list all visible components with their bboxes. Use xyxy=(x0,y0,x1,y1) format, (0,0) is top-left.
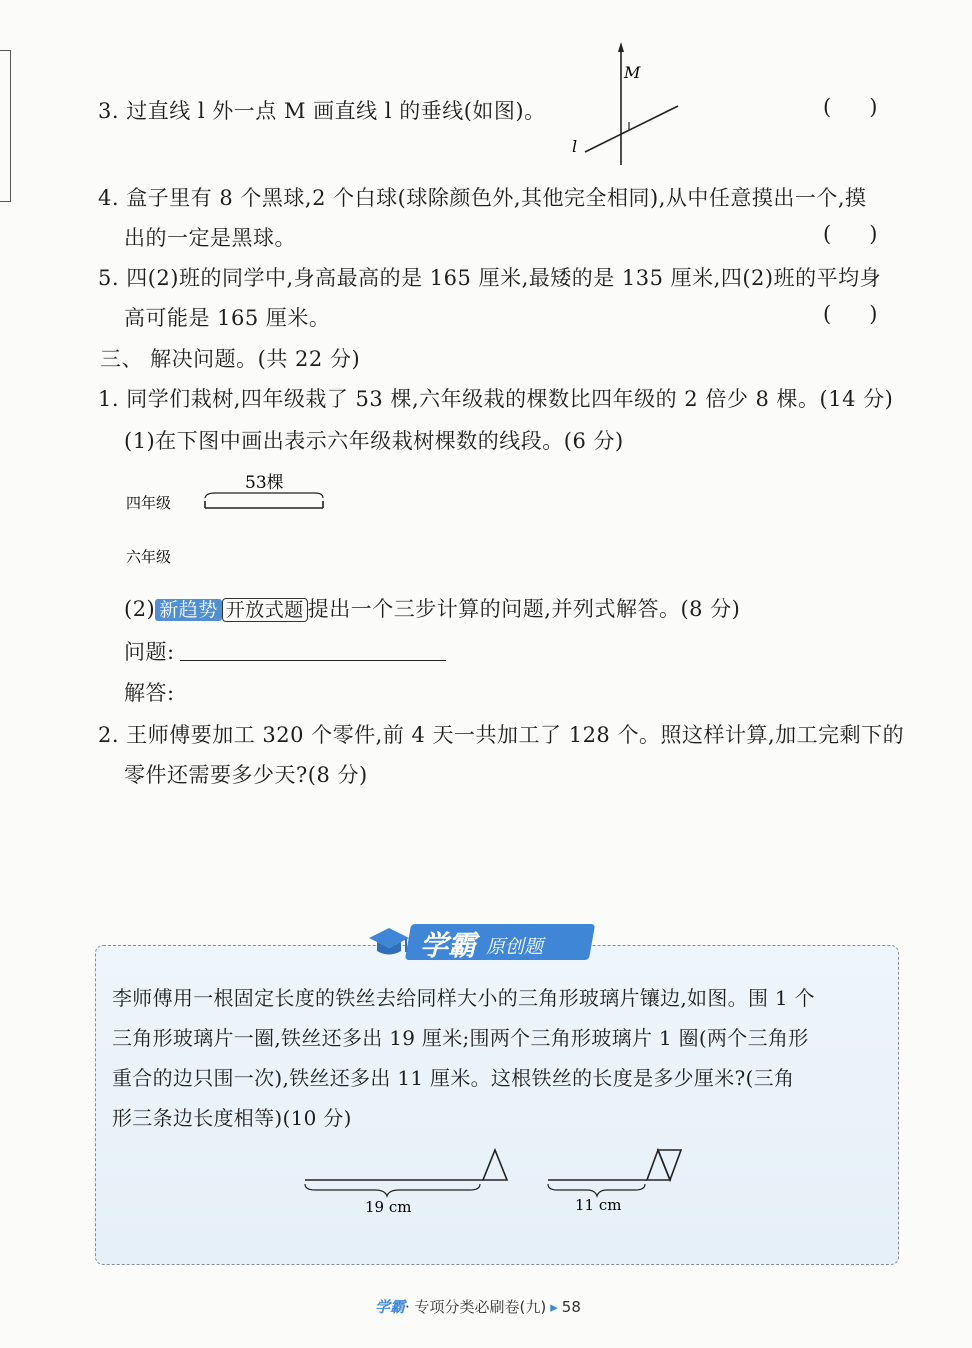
segment-diagram xyxy=(120,468,380,578)
original-line2: 三角形玻璃片一圈,铁丝还多出 19 厘米;围两个三角形玻璃片 1 圈(两个三角形 xyxy=(112,1026,809,1050)
p1-sub2-prefix: (2) xyxy=(124,597,156,621)
footer xyxy=(375,1296,581,1317)
triangle-1 xyxy=(483,1150,507,1180)
p2-line2: 零件还需要多少天?(8 分) xyxy=(124,763,368,787)
p1-text: 1. 同学们栽树,四年级栽了 53 棵,六年级栽的棵数比四年级的 2 倍少 8 棵。(14 分) xyxy=(98,387,894,411)
brace xyxy=(205,493,323,498)
original-line3: 重合的边只围一次),铁丝还多出 11 厘米。这根铁丝的长度是多少厘米?(三角 xyxy=(112,1066,795,1090)
section3-heading: 三、 解决问题。(共 22 分) xyxy=(100,347,361,371)
p1-sub2-text: 提出一个三步计算的问题,并列式解答。(8 分) xyxy=(307,597,741,621)
triangle-2b xyxy=(658,1150,681,1180)
margin-tab xyxy=(0,50,11,202)
p2-line1: 2. 王师傅要加工 320 个零件,前 4 天一共加工了 128 个。照这样计算,加工完剩下的 xyxy=(98,723,905,747)
question-answer-line[interactable] xyxy=(180,660,446,661)
q4-line1: 4. 盒子里有 8 个黑球,2 个白球(球除颜色外,其他完全相同),从中任意摸出一个,摸 xyxy=(98,186,867,210)
answer-paren-q3[interactable]: () xyxy=(823,95,916,119)
q4-line2: 出的一定是黑球。 xyxy=(124,226,296,250)
arrow-up-icon xyxy=(618,42,624,52)
line-l xyxy=(585,106,678,152)
row-grade6: 六年级 xyxy=(126,548,172,566)
original-line1: 李师傅用一根固定长度的铁丝去给同样大小的三角形玻璃片镶边,如图。围 1 个 xyxy=(112,986,815,1010)
question-label: 问题: xyxy=(124,640,175,664)
original-banner xyxy=(368,920,594,964)
label-11cm: 11 cm xyxy=(575,1196,622,1214)
tag-open: 开放式题 xyxy=(222,598,308,622)
triangle-2a xyxy=(647,1150,670,1180)
q5-line1: 5. 四(2)班的同学中,身高最高的是 165 厘米,最矮的是 135 厘米,四(2)班的平均身 xyxy=(98,266,882,290)
label-l: l xyxy=(572,137,578,156)
brace-11 xyxy=(548,1184,645,1196)
banner-sub: 原创题 xyxy=(486,936,544,958)
tag-trend: 新趋势 xyxy=(155,599,222,621)
row-grade4: 四年级 xyxy=(126,494,172,512)
perpendicular-figure xyxy=(560,40,700,170)
wire-figure xyxy=(295,1140,715,1220)
answer-paren-q4[interactable]: () xyxy=(823,222,916,246)
page-number: 58 xyxy=(561,1298,581,1316)
right-angle-mark xyxy=(621,122,629,134)
segment-label: 53棵 xyxy=(245,473,284,493)
brace-19 xyxy=(305,1184,480,1196)
q3-text: 3. 过直线 l 外一点 M 画直线 l 的垂线(如图)。 xyxy=(98,99,546,123)
answer-label: 解答: xyxy=(124,681,175,705)
q5-line2: 高可能是 165 厘米。 xyxy=(124,306,331,330)
footer-series: · 专项分类必刷卷(九) xyxy=(405,1298,547,1316)
answer-paren-q5[interactable]: () xyxy=(823,302,916,326)
banner-main: 学霸 xyxy=(420,929,477,962)
label-19cm: 19 cm xyxy=(365,1198,412,1216)
p1-sub2 xyxy=(124,593,740,623)
original-line4: 形三条边长度相等)(10 分) xyxy=(112,1106,352,1130)
graduation-cap-icon xyxy=(368,926,410,960)
label-m: M xyxy=(624,63,641,82)
triangle-right-icon: ▸ xyxy=(550,1298,558,1316)
p1-sub1: (1)在下图中画出表示六年级栽树棵数的线段。(6 分) xyxy=(124,429,624,453)
footer-brand: 学霸 xyxy=(375,1298,406,1316)
